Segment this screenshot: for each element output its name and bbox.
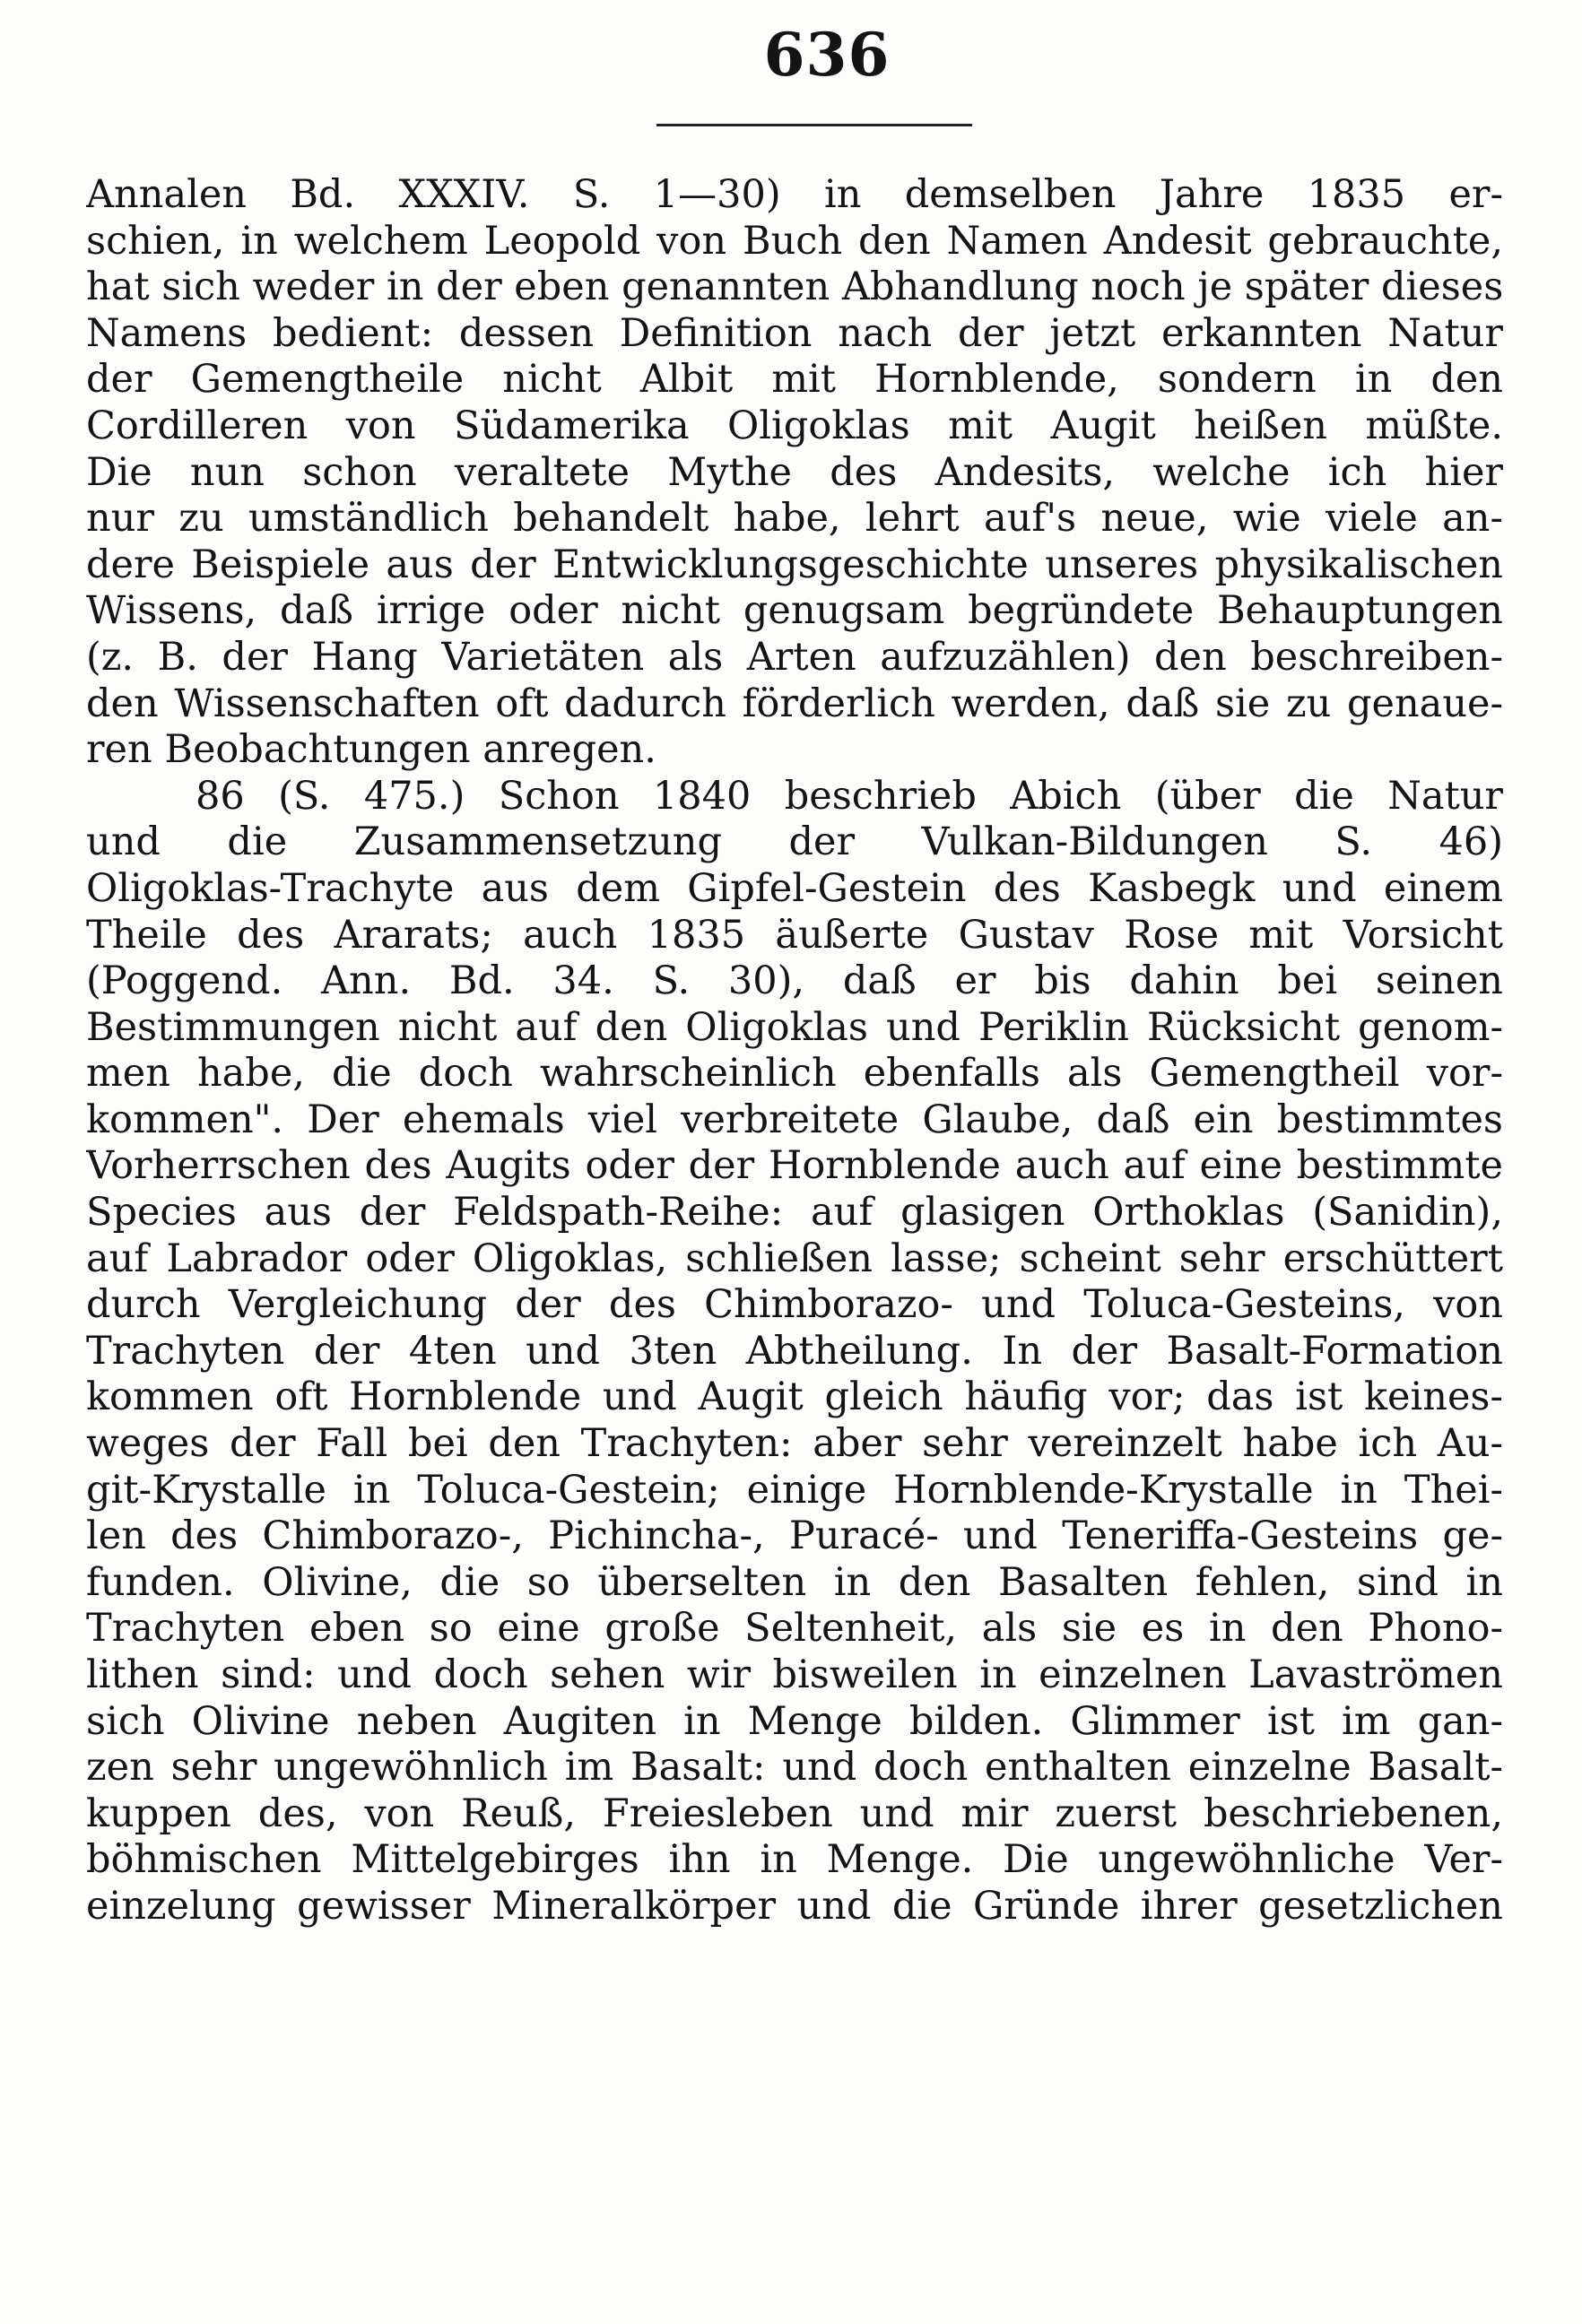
text-line: Namens bedient: dessen Definition nach der jetzt erkannten Natur	[86, 310, 1503, 356]
text-line: durch Vergleichung der des Chimborazo- und Toluca-Gesteins, von	[86, 1282, 1503, 1328]
text-line: der Gemengtheile nicht Albit mit Hornblende, sondern in den	[86, 357, 1503, 403]
text-line: böhmischen Mittelgebirges ihn in Menge. Die ungewöhnliche Ver-	[86, 1837, 1503, 1883]
text-line: lithen sind: und doch sehen wir bisweilen in einzelnen Lavaströmen	[86, 1652, 1503, 1697]
text-line: Trachyten eben so eine große Seltenheit, als sie es in den Phono-	[86, 1606, 1503, 1652]
text-line: kommen". Der ehemals viel verbreitete Glaube, daß ein bestimmtes	[86, 1097, 1503, 1142]
text-line: Vorherrschen des Augits oder der Hornblende auch auf eine bestimmte	[86, 1143, 1503, 1189]
text-line: kuppen des, von Reuß, Freiesleben und mir zuerst beschriebenen,	[86, 1791, 1503, 1836]
text-line: den Wissenschaften oft dadurch förderlich werden, daß sie zu genaue-	[86, 681, 1503, 726]
text-line: Trachyten der 4ten und 3ten Abtheilung. In der Basalt-Formation	[86, 1328, 1503, 1374]
text-line: Theile des Ararats; auch 1835 äußerte Gustav Rose mit Vorsicht	[86, 912, 1503, 958]
text-line: (z. B. der Hang Varietäten als Arten aufzuzählen) den beschreiben-	[86, 634, 1503, 680]
text-line: men habe, die doch wahrscheinlich ebenfalls als Gemengtheil vor-	[86, 1051, 1503, 1097]
text-line: ren Beobachtungen anregen.	[86, 727, 656, 773]
text-line: kommen oft Hornblende und Augit gleich häufig vor; das ist keines-	[86, 1374, 1503, 1420]
text-line: weges der Fall bei den Trachyten: aber sehr vereinzelt habe ich Au-	[86, 1421, 1503, 1467]
text-line: Annalen Bd. XXXIV. S. 1—30) in demselben Jahre 1835 er-	[86, 172, 1503, 217]
text-line: nur zu umständlich behandelt habe, lehrt auf's neue, wie viele an-	[86, 496, 1503, 542]
text-line: len des Chimborazo-, Pichincha-, Puracé- und Teneriffa-Gesteins ge-	[86, 1513, 1503, 1559]
text-line: und die Zusammensetzung der Vulkan-Bildungen S. 46)	[86, 819, 1503, 865]
body-text	[86, 172, 1503, 1930]
text-line: Wissens, daß irrige oder nicht genugsam begründete Behauptungen	[86, 588, 1503, 634]
text-line: schien, in welchem Leopold von Buch den Namen Andesit gebrauchte,	[86, 218, 1503, 264]
footnote-line: 86 (S. 475.) Schon 1840 beschrieb Abich (über die Natur	[196, 773, 1503, 819]
text-line: hat sich weder in der eben genannten Abhandlung noch je später dieses	[86, 264, 1503, 310]
text-line: Species aus der Feldspath-Reihe: auf glasigen Orthoklas (Sanidin),	[86, 1190, 1503, 1236]
text-line: Cordilleren von Südamerika Oligoklas mit Augit heißen müßte.	[86, 403, 1503, 448]
text-line: Bestimmungen nicht auf den Oligoklas und Periklin Rücksicht genom-	[86, 1004, 1503, 1050]
text-line: dere Beispiele aus der Entwicklungsgeschichte unseres physikalischen	[86, 542, 1503, 587]
text-line: sich Olivine neben Augiten in Menge bilden. Glimmer ist im gan-	[86, 1698, 1503, 1744]
text-line: auf Labrador oder Oligoklas, schließen lasse; scheint sehr erschüttert	[86, 1236, 1503, 1281]
text-line: git-Krystalle in Toluca-Gestein; einige Hornblende-Krystalle in Thei-	[86, 1467, 1503, 1513]
text-line: funden. Olivine, die so überselten in den Basalten fehlen, sind in	[86, 1559, 1503, 1605]
text-line: Oligoklas-Trachyte aus dem Gipfel-Gestein des Kasbegk und einem	[86, 865, 1503, 911]
text-line: einzelung gewisser Mineralkörper und die Gründe ihrer gesetzlichen	[86, 1883, 1503, 1929]
text-line: (Poggend. Ann. Bd. 34. S. 30), daß er bis dahin bei seinen	[86, 958, 1503, 1004]
text-line: zen sehr ungewöhnlich im Basalt: und doch enthalten einzelne Basalt-	[86, 1745, 1503, 1791]
text-line: Die nun schon veraltete Mythe des Andesits, welche ich hier	[86, 449, 1503, 495]
page-number: 636	[763, 20, 891, 90]
header-rule	[656, 124, 972, 126]
